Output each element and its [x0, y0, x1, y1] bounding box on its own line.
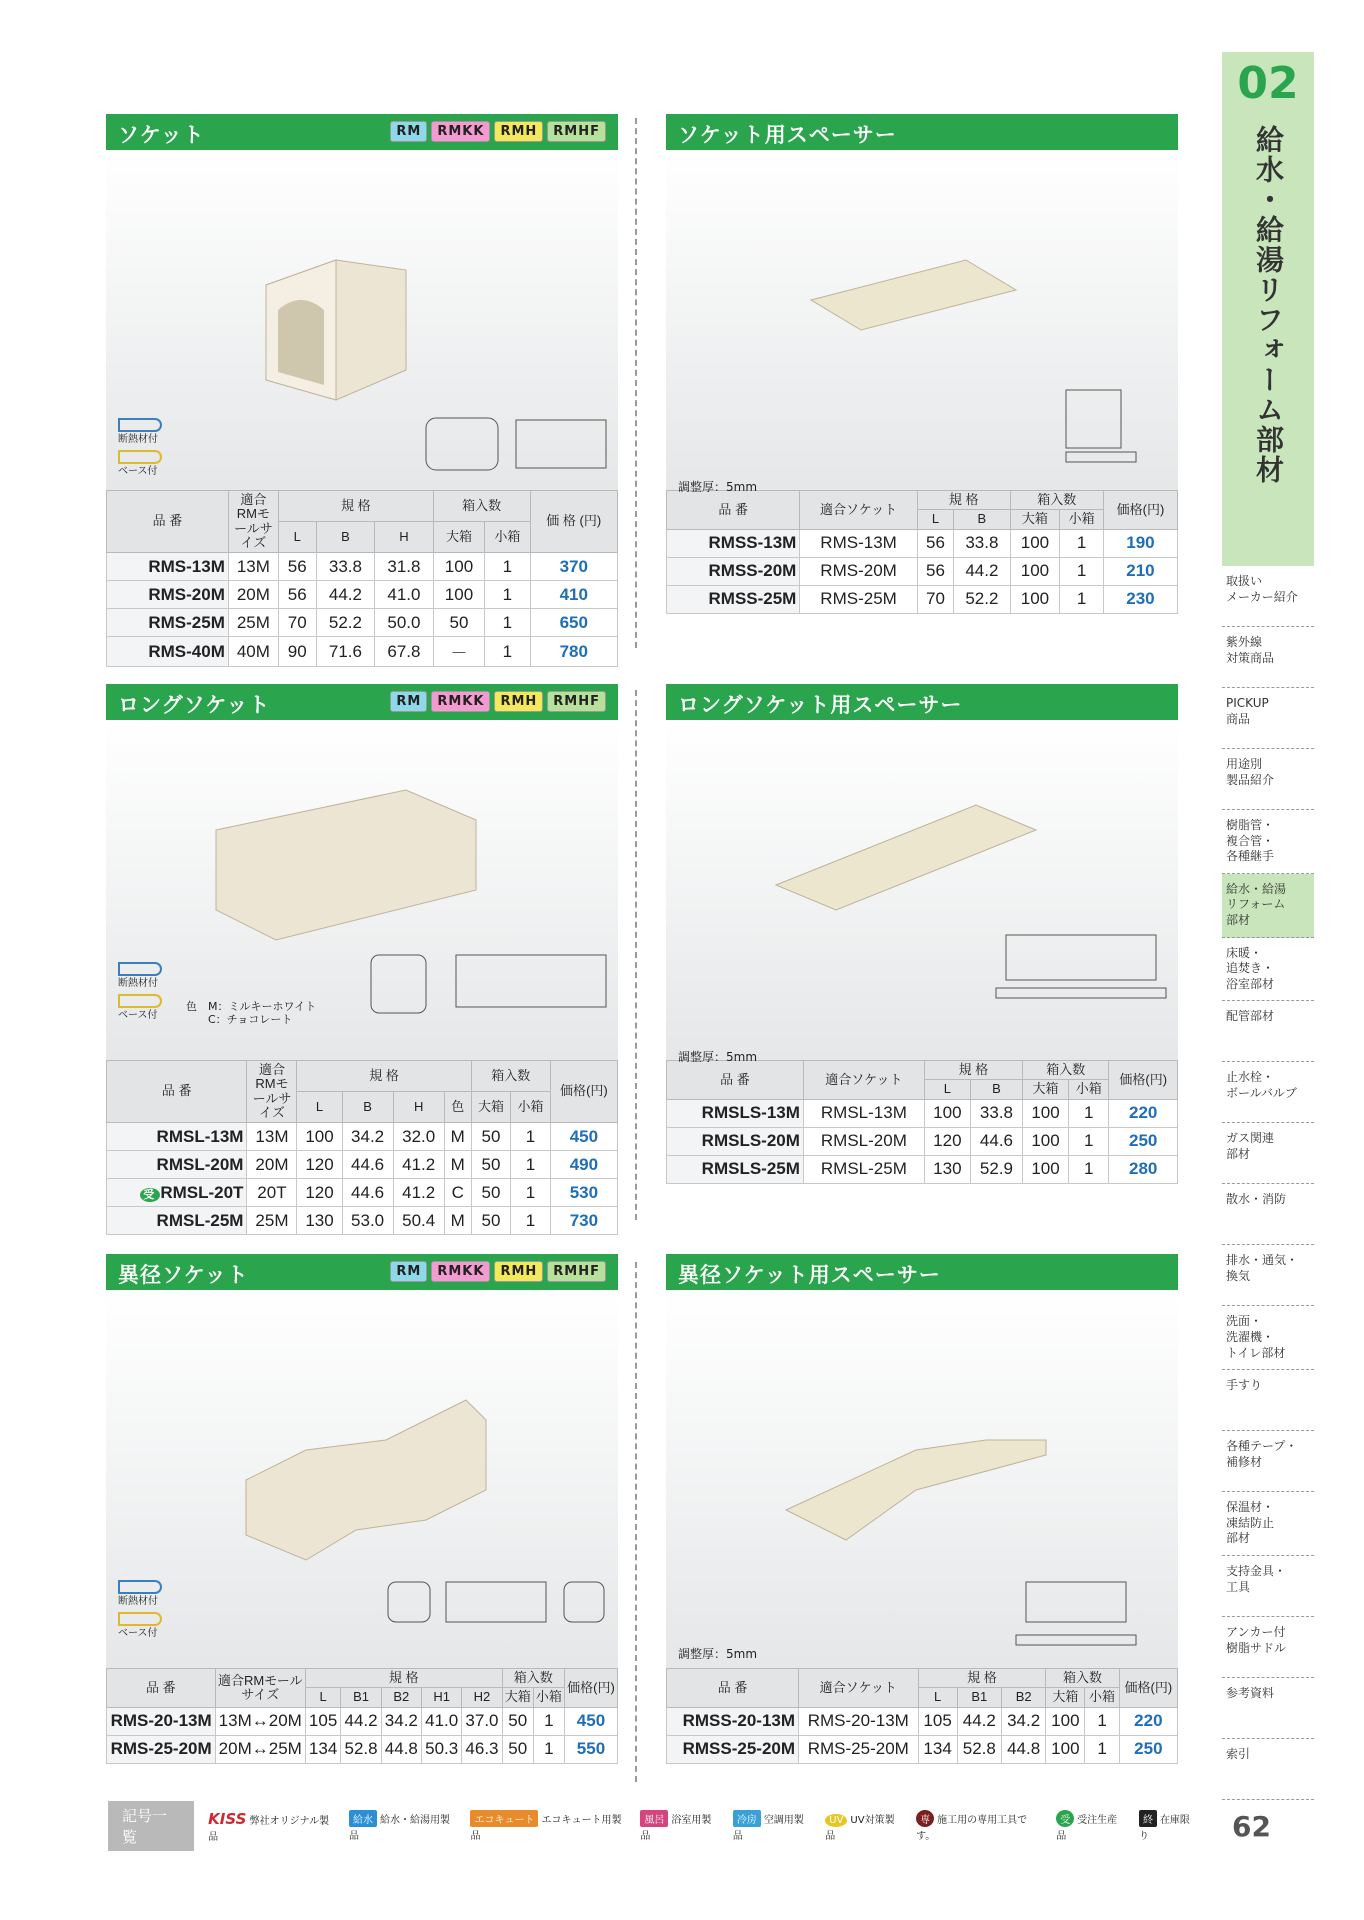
nav-item[interactable]: 支持金具・ 工具 — [1222, 1556, 1314, 1617]
th-box: 箱入数 — [433, 491, 530, 522]
th-spec: 規 格 — [278, 491, 433, 522]
spec-table: 品 番 適合ソケット 規 格 箱入数 価格(円) L B1 B2 大箱 小箱 RMSS-20-13M RMS-20-13M 105 44.2 34.2 100 1 220 RMSS-25-20M RMS-25-20M 134 52.8 44.8 100 1 250 — [666, 1668, 1178, 1764]
spacer-illustration — [666, 150, 1178, 490]
nav-item[interactable]: 用途別 製品紹介 — [1222, 749, 1314, 810]
column-separator — [635, 690, 637, 1220]
table-row: RMSLS-13M RMSL-13M 100 33.8 100 1 220 — [667, 1099, 1178, 1127]
color-note: 色 M：ミルキーホワイト C：チョコレート — [186, 1000, 317, 1027]
chapter-nav — [1222, 566, 1314, 1800]
spec-table: 品 番 適合RMモールサイズ 規 格 箱入数 価格(円) L B H 色 大箱 小箱 RMSL-13M 13M 100 34.2 32.0 M 50 1 450 RMSL-20M 20M 120 44.6 41.2 M 50 1 490 受 RMSL-20T 20T 120 44.6 41.2 C 50 1 530 RMSL-25M 25M 130 53.0 50.4 M 50 1 730 — [106, 1060, 618, 1235]
nav-item[interactable]: 手すり — [1222, 1370, 1314, 1431]
column-separator — [635, 118, 637, 648]
tag-rm: RM — [390, 121, 427, 142]
section-title: 異径ソケット — [118, 1263, 249, 1287]
table-row: RMSS-25-20M RMS-25-20M 134 52.8 44.8 100 1 250 — [667, 1735, 1178, 1763]
product-photo: 調整厚：5mm — [666, 1290, 1178, 1668]
reducer-illustration — [106, 1290, 618, 1668]
section-title: ソケット — [118, 123, 205, 147]
product-photo — [106, 150, 618, 490]
section-socket-spacer — [666, 114, 1178, 614]
tag-rmkk: RMKK — [431, 121, 490, 142]
nav-item[interactable]: 索引 — [1222, 1739, 1314, 1800]
table-row: RMSS-20M RMS-20M 56 44.2 100 1 210 — [667, 557, 1178, 585]
base-icon — [118, 450, 162, 464]
section-title: ロングソケット用スペーサー — [678, 693, 963, 717]
nav-item[interactable]: 参考資料 — [1222, 1678, 1314, 1739]
nav-item[interactable]: 取扱い メーカー紹介 — [1222, 566, 1314, 627]
product-photo: 断熱材付 ベース付 — [106, 1290, 618, 1668]
table-row: RMSS-13M RMS-13M 56 33.8 100 1 190 — [667, 529, 1178, 557]
nav-item[interactable]: ガス関連 部材 — [1222, 1123, 1314, 1184]
section-reducer-spacer — [666, 1254, 1178, 1764]
section-title: 異径ソケット用スペーサー — [678, 1263, 941, 1287]
product-photo: 調整厚：5mm — [666, 720, 1178, 1060]
table-row: RMS-13M 13M 56 33.8 31.8 100 1 370 — [107, 553, 618, 581]
tag-rmh: RMH — [494, 121, 543, 142]
th-price: 価 格 (円) — [530, 491, 617, 553]
nav-item[interactable]: 保温材・ 凍結防止 部材 — [1222, 1492, 1314, 1556]
table-row: RMS-20M 20M 56 44.2 41.0 100 1 410 — [107, 581, 618, 609]
table-row: RMSL-20M 20M 120 44.6 41.2 M 50 1 490 — [107, 1151, 618, 1179]
nav-item[interactable]: 各種テープ・ 補修材 — [1222, 1431, 1314, 1492]
chapter-title: 給水・給湯リフォーム部材 — [1252, 125, 1285, 485]
th-code: 品 番 — [107, 491, 229, 553]
nav-item[interactable]: 樹脂管・ 複合管・ 各種継手 — [1222, 810, 1314, 874]
nav-item[interactable]: 配管部材 — [1222, 1001, 1314, 1062]
long-socket-illustration — [106, 720, 618, 1060]
section-title: ソケット用スペーサー — [678, 123, 897, 147]
product-photo — [666, 150, 1178, 494]
table-row: RMSL-25M 25M 130 53.0 50.4 M 50 1 730 — [107, 1207, 618, 1235]
nav-item[interactable]: 散水・消防 — [1222, 1184, 1314, 1245]
table-row: RMSL-13M 13M 100 34.2 32.0 M 50 1 450 — [107, 1123, 618, 1151]
table-row: RMSLS-25M RMSL-25M 130 52.9 100 1 280 — [667, 1155, 1178, 1183]
nav-item[interactable]: 床暖・ 追焚き・ 浴室部材 — [1222, 938, 1314, 1002]
adjust-note: 調整厚：5mm — [678, 480, 758, 494]
socket-illustration — [106, 150, 618, 490]
side-index — [1222, 52, 1314, 1800]
table-row: RMSS-25M RMS-25M 70 52.2 100 1 230 — [667, 585, 1178, 613]
reducer-spacer-illustration — [666, 1290, 1178, 1668]
nav-item[interactable]: PICKUP 商品 — [1222, 688, 1314, 749]
legend-title: 記号一覧 — [108, 1801, 194, 1851]
table-row: RMS-20-13M 13M↔20M 105 44.2 34.2 41.0 37.0 50 1 450 — [107, 1707, 618, 1735]
spec-table: 品 番 適合RMモールサイズ 規 格 箱入数 価 格 (円) L B H 大箱 小箱 RMS-13M 13M 56 33.8 31.8 100 1 370 RMS-20M 20M 56 44.2 41.0 100 1 410 RMS-25M 25M 70 52.2 50.0 50 1 650 RMS-40M 40M 90 71.6 67.8 － 1 780 — [106, 490, 618, 667]
chapter-number: 02 — [1237, 58, 1299, 109]
th-size: 適合RMモールサイズ — [228, 491, 278, 553]
table-row: RMSS-20-13M RMS-20-13M 105 44.2 34.2 100 1 220 — [667, 1707, 1178, 1735]
chapter-tab[interactable] — [1222, 52, 1314, 566]
section-long-socket-spacer — [666, 684, 1178, 1184]
section-long-socket: ロングソケット RM RMKK RMH RMHF 断熱材付 ベース付 色 M：ミルキーホワイト C：チョコレート 品 番 適合RMモールサイズ 規 格 箱入数 価格(円) L B H 色 大箱 小箱 RMSL-13M 13M 100 34.2 32.0 M 50 1 450 RMSL-20M 20M 120 44.6 41.2 M 50 1 490 受 RMSL-20T 20T 120 44.6 41.2 C 50 1 530 RMSL-25M 25M 130 53.0 50.4 M 50 1 730 — [106, 684, 618, 1235]
product-photo: 断熱材付 ベース付 色 M：ミルキーホワイト C：チョコレート — [106, 720, 618, 1060]
column-separator — [635, 1262, 637, 1782]
symbol-legend: 記号一覧 KISS 弊社オリジナル製品 給水 給水・給湯用製品 エコキュート エコキュート用製品 風呂 浴室用製品 冷房 空調用製品 UV UV対策製品 専 施工用の専用工具です。 受 受注生産品 終 在庫限り — [108, 1806, 1198, 1846]
table-row: RMS-25M 25M 70 52.2 50.0 50 1 650 — [107, 609, 618, 637]
page-number: 62 — [1232, 1810, 1271, 1843]
table-row: RMSLS-20M RMSL-20M 120 44.6 100 1 250 — [667, 1127, 1178, 1155]
section-socket — [106, 114, 618, 667]
section-title: ロングソケット — [118, 693, 271, 717]
tag-rmhf: RMHF — [547, 121, 606, 142]
nav-item[interactable]: 排水・通気・ 換気 — [1222, 1245, 1314, 1306]
nav-item[interactable]: 紫外線 対策商品 — [1222, 627, 1314, 688]
nav-item[interactable]: 給水・給湯 リフォーム 部材 — [1222, 874, 1314, 938]
long-spacer-illustration — [666, 720, 1178, 1060]
section-reducer-socket: 異径ソケット RM RMKK RMH RMHF 断熱材付 ベース付 品 番 適合RMモールサイズ 規 格 箱入数 価格(円) L B1 B2 H1 H2 大箱 小箱 RMS-20-13M 13M↔20M 105 44.2 34.2 41.0 37.0 50 1 450 RMS-25-20M 20M↔25M 134 52.8 44.8 50.3 46.3 50 1 550 — [106, 1254, 618, 1764]
nav-item[interactable]: 止水栓・ ボールバルブ — [1222, 1062, 1314, 1123]
table-row: RMS-40M 40M 90 71.6 67.8 － 1 780 — [107, 637, 618, 667]
kiss-logo: KISS — [208, 1809, 247, 1828]
nav-item[interactable]: アンカー付 樹脂サドル — [1222, 1617, 1314, 1678]
spec-table: 品 番 適合ソケット 規 格 箱入数 価格(円) L B 大箱 小箱 RMSS-13M RMS-13M 56 33.8 100 1 190 RMSS-20M RMS-20M 56 44.2 100 1 210 RMSS-25M RMS-25M 70 52.2 100 1 230 — [666, 490, 1178, 614]
spec-table: 品 番 適合ソケット 規 格 箱入数 価格(円) L B 大箱 小箱 RMSLS-13M RMSL-13M 100 33.8 100 1 220 RMSLS-20M RMSL-20M 120 44.6 100 1 250 RMSLS-25M RMSL-25M 130 52.9 100 1 280 — [666, 1060, 1178, 1184]
spec-table: 品 番 適合RMモールサイズ 規 格 箱入数 価格(円) L B1 B2 H1 H2 大箱 小箱 RMS-20-13M 13M↔20M 105 44.2 34.2 41.0 37.0 50 1 450 RMS-25-20M 20M↔25M 134 52.8 44.8 50.3 46.3 50 1 550 — [106, 1668, 618, 1764]
insulation-icon — [118, 418, 162, 432]
insulation-label: 断熱材付 — [118, 434, 158, 445]
table-row: 受 RMSL-20T 20T 120 44.6 41.2 C 50 1 530 — [107, 1179, 618, 1207]
base-label: ベース付 — [118, 465, 158, 477]
nav-item[interactable]: 洗面・ 洗濯機・ トイレ部材 — [1222, 1306, 1314, 1370]
table-row: RMS-25-20M 20M↔25M 134 52.8 44.8 50.3 46.3 50 1 550 — [107, 1735, 618, 1763]
